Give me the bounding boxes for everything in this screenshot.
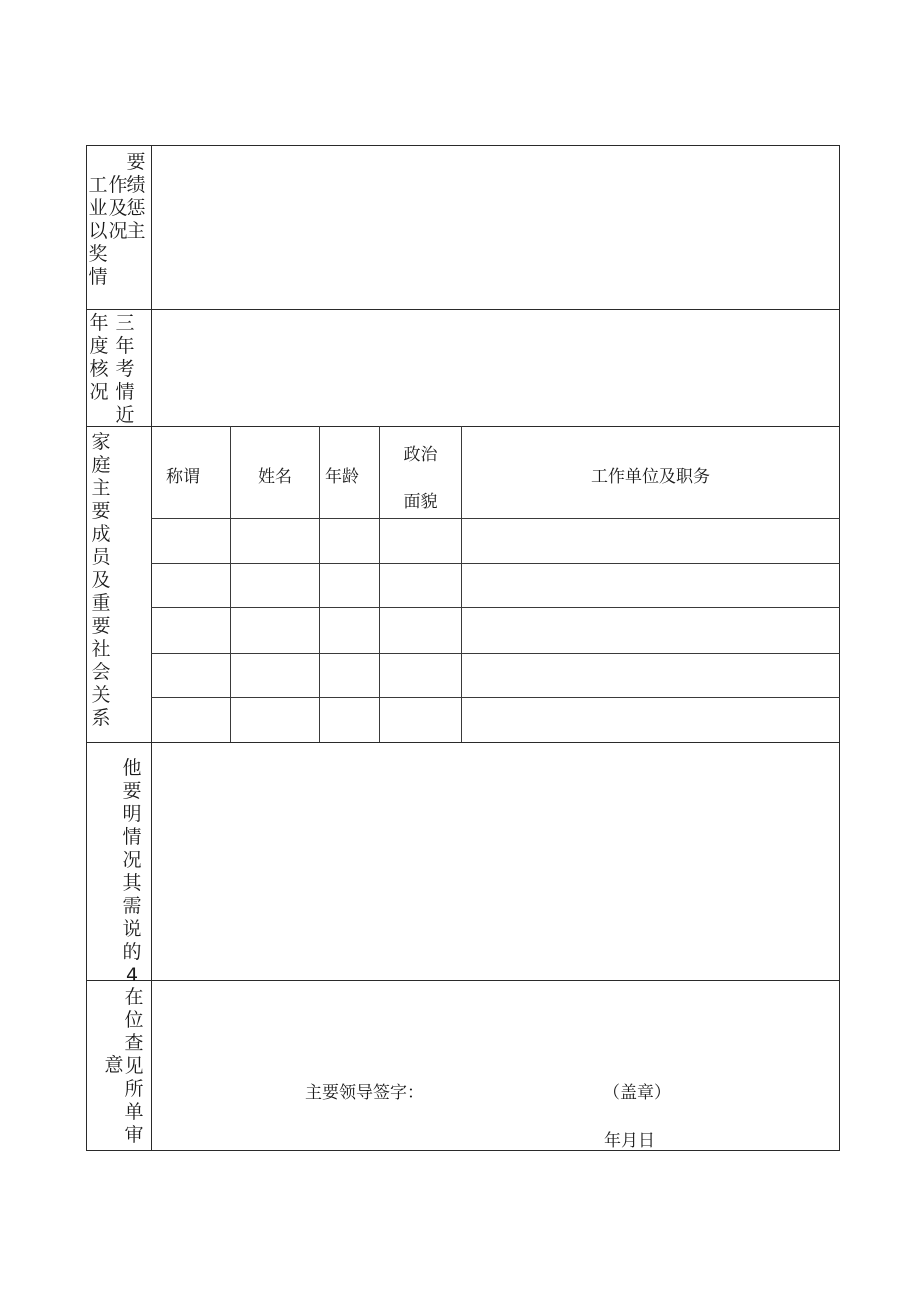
table-bottom-border (86, 1150, 840, 1151)
header-political-line2: 面貌 (403, 492, 438, 512)
appraisal-label-col1: 年度核况 (89, 312, 109, 403)
other-label: 他要明情况其需说的4 (122, 757, 142, 986)
work-label-col2: 作及况 (108, 174, 128, 242)
family-row-divider (151, 518, 840, 519)
table-left-border (86, 145, 87, 1150)
header-age: 年龄 (325, 467, 359, 487)
family-row-divider (151, 607, 840, 608)
header-political-line1: 政治 (403, 445, 438, 465)
work-label-col3: 要绩惩主 (126, 151, 146, 242)
other-content-field[interactable] (152, 743, 838, 979)
family-row-divider (151, 563, 840, 564)
review-label-col1: 意 (104, 1054, 124, 1076)
appraisal-content-field[interactable] (152, 310, 838, 425)
date-label: 年月日 (604, 1131, 655, 1151)
header-title: 称谓 (166, 467, 200, 487)
header-work-unit: 工作单位及职务 (591, 467, 710, 487)
row-divider (86, 426, 840, 427)
work-label-col1: 工业以奖情 (88, 174, 108, 288)
appraisal-label-col2: 三年考情近 (115, 312, 135, 426)
signature-label: 主要领导签字： (305, 1083, 424, 1103)
row-divider (86, 980, 840, 981)
seal-label: （盖章） (603, 1083, 671, 1103)
work-content-field[interactable] (152, 146, 838, 308)
family-row-divider (151, 697, 840, 698)
review-label-col2: 在位查见所单审 (124, 986, 144, 1146)
family-row-divider (151, 653, 840, 654)
signature-field[interactable] (440, 1074, 600, 1104)
table-right-border (839, 145, 840, 1150)
header-name: 姓名 (258, 467, 292, 487)
family-label: 家庭主要成员及重要社会关系 (91, 431, 111, 729)
family-col-divider (379, 426, 380, 742)
